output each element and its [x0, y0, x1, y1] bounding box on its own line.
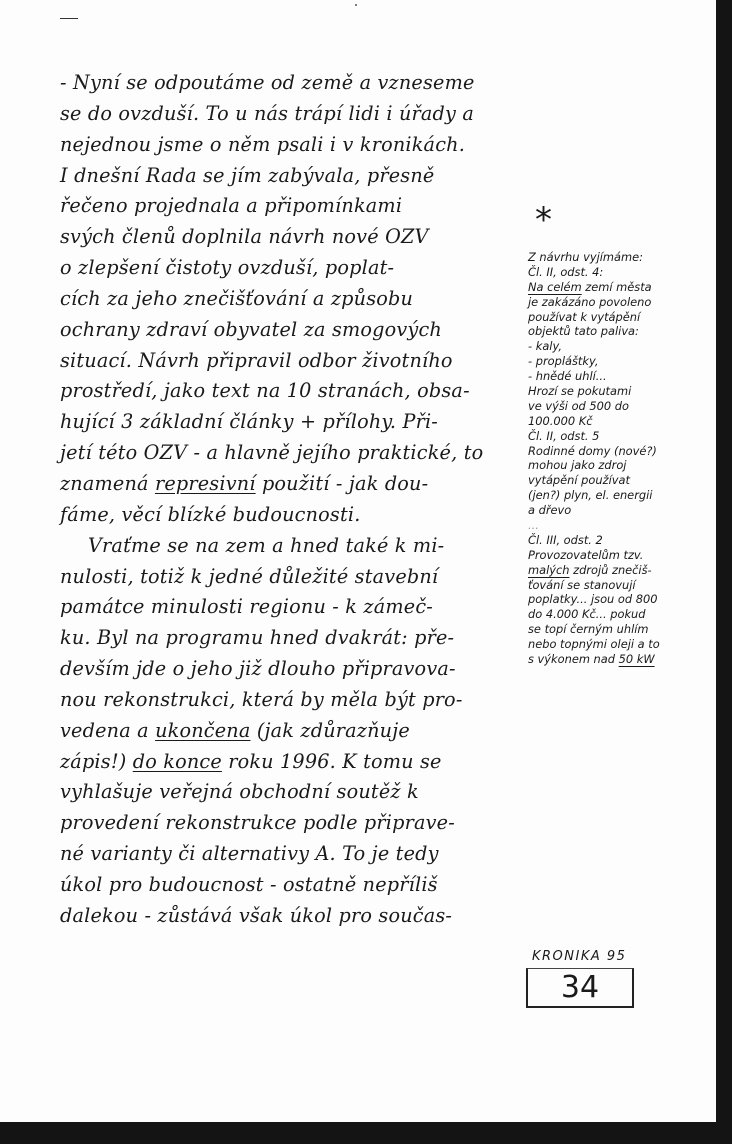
note-line: Provozovatelům tzv. — [528, 547, 644, 562]
text-line: cích za jeho znečišťování a způsobu — [60, 286, 414, 310]
note-line: Čl. II, odst. 4: — [528, 264, 604, 279]
note-line: ve výši od 500 do — [528, 398, 629, 413]
note-line: nebo topnými oleji a to — [528, 637, 660, 652]
text-line: né varianty či alternativy A. To je tedy — [60, 842, 439, 866]
line-end: použití - jak dou- — [261, 471, 429, 495]
text-line: jetí této OZV - a hlavně jejího praktické, to — [60, 441, 484, 465]
text-line: nejednou jsme o něm psali i v kronikách. — [60, 132, 465, 156]
note-line: vytápění používat — [528, 473, 630, 488]
text-line: úkol pro budoucnost - ostatně nepříliš — [60, 872, 438, 896]
paragraph-start-line: Vraťme se na zem a hned také k mi- — [88, 533, 445, 557]
asterisk-mark: * — [535, 200, 552, 240]
text-line: provedení rekonstrukce podle připrave- — [60, 811, 455, 835]
note-line: Čl. II, odst. 5 — [528, 428, 600, 443]
side-note — [528, 250, 718, 667]
note-line: Čl. III, odst. 2 — [528, 532, 603, 547]
underlined-word: Na celém — [528, 279, 582, 294]
text-line: dalekou - zůstává však úkol pro součas- — [60, 903, 453, 927]
note-line: se topí černým uhlím — [528, 622, 649, 637]
text-line: se do ovzduší. To u nás trápí lidi i úřady a — [60, 101, 475, 125]
line-start: s výkonem nad — [528, 652, 615, 667]
note-line: ťování se stanovují — [528, 577, 636, 592]
faded-note-line: ... — [528, 518, 539, 533]
underlined-word: 50 kW — [618, 652, 655, 667]
text-line: ku. Byl na programu hned dvakrát: pře- — [60, 626, 455, 650]
line-end: zemí města — [585, 279, 652, 294]
text-line: vyhlašuje veřejná obchodní soutěž k — [60, 780, 419, 804]
page-number-box — [526, 968, 634, 1008]
chronicle-label: KRONIKA 95 — [532, 949, 627, 964]
note-line-with-underline — [528, 280, 718, 295]
text-line: hující 3 základní články + přílohy. Při- — [60, 410, 438, 434]
text-line-with-underline — [60, 747, 522, 778]
note-line: 100.000 Kč — [528, 413, 593, 428]
note-line: je zakázáno povoleno — [528, 294, 652, 309]
note-line: Rodinné domy (nové?) — [528, 443, 657, 458]
line-start: vedena a — [60, 718, 149, 742]
scan-speck — [355, 4, 357, 6]
text-line: památce minulosti regionu - k zámeč- — [60, 595, 433, 619]
text-line: devším jde o jeho již dlouho připravova- — [60, 657, 456, 681]
note-line: používat k vytápění — [528, 309, 641, 324]
note-line: objektů tato paliva: — [528, 324, 639, 339]
underlined-word: ukončena — [155, 718, 251, 742]
corner-dash — [60, 18, 78, 19]
line-start: znamená — [60, 471, 149, 495]
note-line: Z návrhu vyjímáme: — [528, 250, 643, 264]
note-line: - hnědé uhlí... — [528, 369, 607, 384]
note-line: Hrozí se pokutami — [528, 384, 632, 399]
text-line: svých členů doplnila návrh nové OZV — [60, 225, 429, 249]
text-line: řečeno projednala a připomínkami — [60, 194, 403, 218]
main-handwritten-text — [60, 68, 522, 932]
scan-border-bottom — [0, 1122, 732, 1144]
note-line: mohou jako zdroj — [528, 458, 627, 473]
note-line: a dřevo — [528, 503, 572, 518]
line-start: zápis!) — [60, 749, 127, 773]
line-end: roku 1996. K tomu se — [228, 749, 442, 773]
text-line: situací. Návrh připravil odbor životního — [60, 348, 453, 372]
underlined-word: represivní — [154, 471, 256, 495]
line-end: zdrojů znečiš- — [573, 562, 652, 577]
page-number: 34 — [560, 970, 600, 1005]
note-line-with-underline — [528, 652, 718, 667]
text-line: I dnešní Rada se jím zabývala, přesně — [60, 163, 435, 187]
text-line: fáme, věcí blízké budoucnosti. — [60, 502, 361, 526]
note-line: - kaly, — [528, 339, 562, 354]
note-line: (jen?) plyn, el. energii — [528, 488, 653, 503]
line-end: (jak zdůrazňuje — [256, 718, 410, 742]
note-line: do 4.000 Kč... pokud — [528, 607, 646, 622]
note-line-with-underline — [528, 563, 718, 578]
scan-border-right — [716, 0, 732, 1144]
text-line-with-underline — [60, 716, 522, 747]
note-line: - propláštky, — [528, 354, 599, 369]
underlined-word: malých — [528, 562, 570, 577]
text-line-with-underline — [60, 469, 522, 500]
text-line: nulosti, totiž k jedné důležité stavební — [60, 564, 439, 588]
text-line: nou rekonstrukci, která by měla být pro- — [60, 687, 463, 711]
text-line: ochrany zdraví obyvatel za smogových — [60, 317, 442, 341]
text-line: o zlepšení čistoty ovzduší, poplat- — [60, 256, 395, 280]
text-line: - Nyní se odpoutáme od země a vzneseme — [60, 71, 475, 94]
underlined-word: do konce — [132, 749, 222, 773]
note-line: poplatky... jsou od 800 — [528, 592, 658, 607]
text-line: prostředí, jako text na 10 stranách, obsa- — [60, 379, 470, 403]
